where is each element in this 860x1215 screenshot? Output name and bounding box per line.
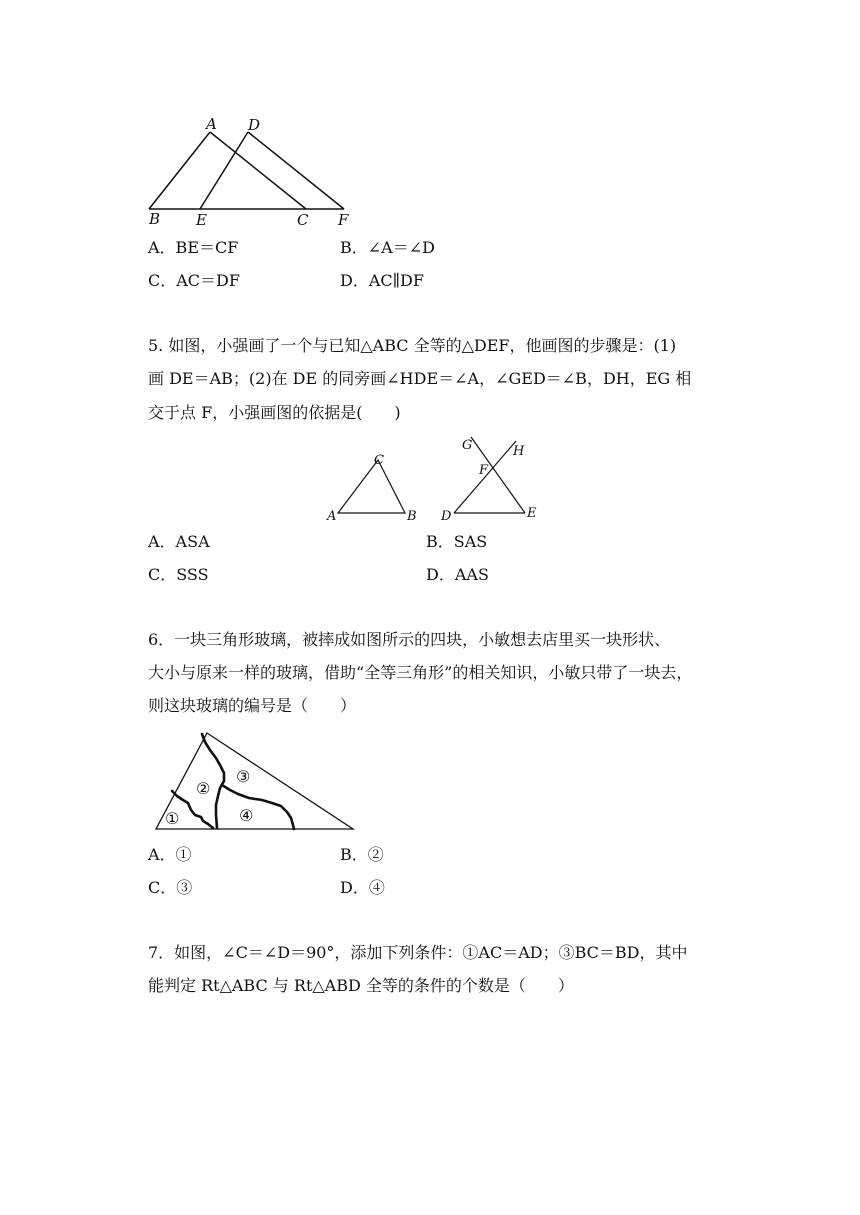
q6-figure [150,728,360,838]
q4-figure [140,110,360,235]
q6-crack-right [222,785,294,829]
q7-line-1: 7．如图，∠C＝∠D＝90°，添加下列条件：①AC＝AD；③BC＝BD，其中 [148,943,688,962]
q6-option-a[interactable]: A．① [148,845,192,864]
q5-label-c: C [374,453,384,468]
q6-line-2: 大小与原来一样的玻璃，借助“全等三角形”的相关知识，小敏只带了一块去， [148,663,693,682]
q4-label-c: C [297,211,309,229]
q5-label-h: H [513,444,525,459]
q4-line-df [248,132,344,209]
q6-option-b[interactable]: B．② [340,845,384,864]
q5-option-a[interactable]: A．ASA [148,532,210,551]
q5-option-b[interactable]: B．SAS [426,532,488,551]
q5-triangle-abc [338,460,405,513]
q4-label-f: F [338,211,349,229]
q7-line-2: 能判定 Rt△ABC 与 Rt△ABD 全等的条件的个数是（ ） [148,976,574,995]
q4-option-d[interactable]: D．AC∥DF [340,271,424,290]
q6-piece-1: ① [165,809,180,828]
q6-piece-4: ④ [239,806,254,825]
q5-label-e: E [527,506,537,521]
q5-label-b: B [407,509,417,524]
q4-label-a: A [206,115,217,133]
q4-label-e: E [196,211,207,229]
q6-piece-3: ③ [236,767,251,786]
q6-option-c[interactable]: C．③ [148,878,193,897]
q4-label-b: B [149,210,161,228]
q4-option-b[interactable]: B．∠A＝∠D [340,238,435,257]
q4-line-ab [149,132,210,209]
q5-line-3: 交于点 F，小强画图的依据是( ) [148,403,401,422]
q6-outer-triangle [156,733,353,829]
q5-label-f: F [479,463,489,478]
q4-option-a[interactable]: A．BE＝CF [148,238,239,257]
q4-label-d: D [248,116,261,134]
q4-option-c[interactable]: C．AC＝DF [148,271,240,290]
q6-line-3: 则这块玻璃的编号是（ ） [148,696,357,715]
q5-line-2: 画 DE＝AB；(2)在 DE 的同旁画∠HDE＝∠A，∠GED＝∠B，DH，EG 相 [148,369,692,388]
q5-label-a: A [327,509,337,524]
q6-piece-2: ② [196,779,211,798]
q5-line-1: 5. 如图，小强画了一个与已知△ABC 全等的△DEF，他画图的步骤是：(1) [148,336,677,355]
q5-label-g: G [462,438,473,453]
q6-line-1: 6．一块三角形玻璃，被摔成如图所示的四块，小敏想去店里买一块形状、 [148,630,671,649]
q5-option-d[interactable]: D．AAS [426,565,489,584]
q5-label-d: D [441,509,452,524]
q5-figure [320,432,550,527]
q5-option-c[interactable]: C．SSS [148,565,209,584]
q6-option-d[interactable]: D．④ [340,878,385,897]
